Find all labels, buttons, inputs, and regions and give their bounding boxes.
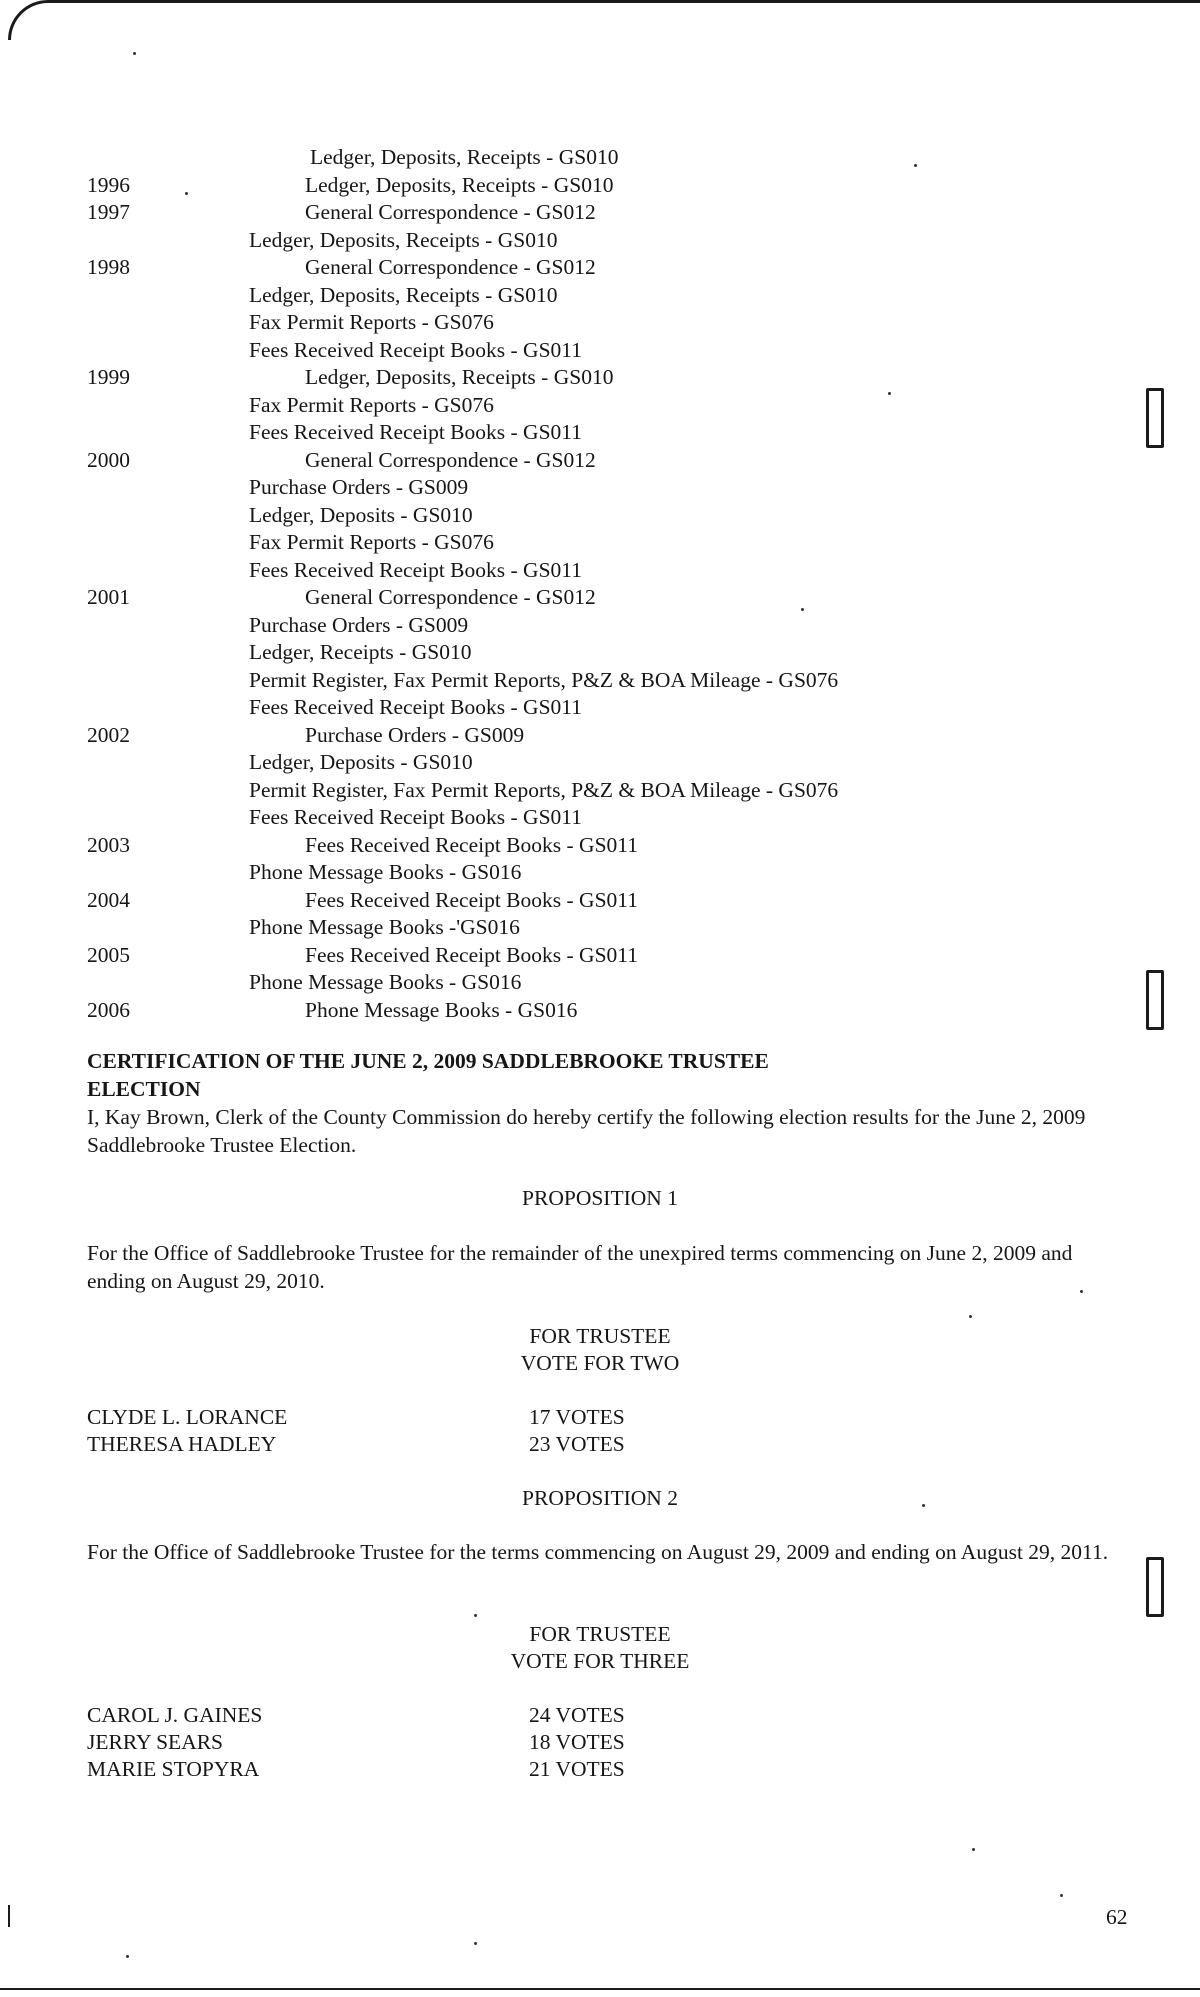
record-row: [87, 914, 1047, 942]
record-row: [87, 832, 1047, 860]
record-row: [87, 969, 1047, 997]
record-row: [87, 364, 1047, 392]
record-row: [87, 722, 1047, 750]
candidate-votes: 21 VOTES: [529, 1757, 625, 1781]
record-entry: Permit Register, Fax Permit Reports, P&Z & BOA Mileage - GS076: [249, 667, 839, 692]
record-entry: Fees Received Receipt Books - GS011: [249, 805, 582, 829]
proposition-title: PROPOSITION 2: [522, 1486, 678, 1510]
record-row: [87, 639, 1047, 667]
scan-speck: [126, 1955, 129, 1958]
record-entry: Fees Received Receipt Books - GS011: [249, 337, 582, 362]
record-entry: Fees Received Receipt Books - GS011: [249, 695, 582, 719]
record-entry: Ledger, Receipts - GS010: [249, 640, 472, 664]
record-entry: General Correspondence - GS012: [305, 585, 596, 609]
record-entry: Ledger, Deposits - GS010: [249, 750, 473, 774]
record-row: [87, 584, 1047, 612]
record-entry: Fees Received Receipt Books - GS011: [249, 557, 582, 582]
binder-hole-marker: [1146, 388, 1164, 448]
record-entry: Purchase Orders - GS009: [249, 475, 469, 499]
record-entry: Phone Message Books - GS016: [249, 970, 522, 994]
proposition-title: PROPOSITION 1: [522, 1186, 678, 1210]
record-row: [87, 777, 1047, 805]
scan-speck: [969, 1315, 972, 1318]
record-entry: Ledger, Deposits, Receipts - GS010: [249, 282, 558, 307]
certification-heading: [87, 1048, 1087, 1103]
candidate-votes: 18 VOTES: [529, 1730, 625, 1754]
record-entry: Fax Permit Reports - GS076: [249, 310, 494, 334]
candidate-name: MARIE STOPYRA: [87, 1757, 260, 1781]
record-row: [87, 502, 1047, 530]
record-year: 2006: [87, 997, 130, 1022]
record-year: 1997: [87, 200, 130, 224]
scan-speck: [133, 52, 136, 55]
record-year: 2000: [87, 447, 130, 472]
record-year: 2005: [87, 942, 130, 967]
certification-intro: I, Kay Brown, Clerk of the County Commission do hereby certify the following election results for the June 2, 2009 Saddlebrooke Trustee Election.: [87, 1105, 1086, 1157]
record-row: [87, 199, 1047, 227]
scan-speck: [474, 1614, 477, 1617]
record-entry: Ledger, Deposits, Receipts - GS010: [310, 145, 619, 169]
proposition-description: For the Office of Saddlebrooke Trustee for the terms commencing on August 29, 2009 and ending on August 29, 2011.: [87, 1540, 1109, 1564]
candidate-row: [87, 1702, 787, 1730]
record-year: 2003: [87, 832, 130, 857]
record-row: [87, 337, 1047, 365]
vote-instruction: VOTE FOR TWO: [520, 1351, 680, 1375]
record-entry: Purchase Orders - GS009: [305, 722, 525, 747]
scan-speck: [474, 1942, 477, 1945]
record-year: 2002: [87, 722, 130, 747]
record-entry: Permit Register, Fax Permit Reports, P&Z & BOA Mileage - GS076: [249, 777, 839, 802]
record-entry: Ledger, Deposits - GS010: [249, 502, 473, 527]
candidate-row: [87, 1404, 787, 1432]
record-entry: Fees Received Receipt Books - GS011: [249, 420, 582, 444]
record-row: [87, 309, 1047, 337]
record-row: [87, 419, 1047, 447]
record-entry: Fees Received Receipt Books - GS011: [305, 887, 638, 912]
records-schedule-list: [87, 144, 1047, 1024]
candidate-name: THERESA HADLEY: [87, 1432, 277, 1456]
scan-page-edge-bottom: [0, 1988, 1200, 1990]
record-entry: Ledger, Deposits, Receipts - GS010: [305, 365, 614, 389]
record-entry: General Correspondence - GS012: [305, 447, 596, 472]
record-row: [87, 804, 1047, 832]
candidate-row: [87, 1756, 787, 1784]
page-number: 62: [1106, 1905, 1128, 1929]
record-year: 2004: [87, 887, 130, 912]
record-row: [87, 667, 1047, 695]
candidate-name: JERRY SEARS: [87, 1730, 224, 1754]
record-entry: General Correspondence - GS012: [305, 200, 596, 224]
certification-heading-line: ELECTION: [87, 1076, 201, 1101]
record-year: 2001: [87, 585, 130, 609]
record-row: [87, 942, 1047, 970]
record-entry: Purchase Orders - GS009: [249, 612, 469, 637]
record-row: [87, 694, 1047, 722]
scan-mark: [8, 1905, 10, 1927]
candidate-votes: 23 VOTES: [529, 1432, 625, 1456]
binder-hole-marker: [1146, 970, 1164, 1030]
scan-page-edge-top: [8, 0, 1200, 40]
record-entry: General Correspondence - GS012: [305, 255, 596, 279]
record-row: [87, 254, 1047, 282]
candidate-votes: 24 VOTES: [529, 1703, 625, 1727]
candidate-votes: 17 VOTES: [529, 1405, 625, 1429]
record-row: [87, 997, 1047, 1025]
record-entry: Phone Message Books -'GS016: [249, 915, 520, 939]
certification-heading-line: CERTIFICATION OF THE JUNE 2, 2009 SADDLEBROOKE TRUSTEE: [87, 1049, 769, 1073]
record-row: [87, 529, 1047, 557]
scan-speck: [1060, 1894, 1063, 1897]
record-year: 1998: [87, 255, 130, 279]
record-row: [87, 612, 1047, 640]
record-entry: Fees Received Receipt Books - GS011: [305, 832, 638, 857]
vote-instruction: VOTE FOR THREE: [510, 1649, 690, 1673]
candidate-name: CAROL J. GAINES: [87, 1703, 263, 1727]
record-row: [87, 227, 1047, 255]
record-entry: Fax Permit Reports - GS076: [249, 530, 494, 554]
record-row: [87, 447, 1047, 475]
record-row: [87, 474, 1047, 502]
scan-speck: [972, 1848, 975, 1851]
record-row: [87, 887, 1047, 915]
record-row: [87, 557, 1047, 585]
record-row: [87, 392, 1047, 420]
record-entry: Phone Message Books - GS016: [249, 860, 522, 884]
record-row: [87, 172, 1047, 200]
record-entry: Fees Received Receipt Books - GS011: [305, 942, 638, 967]
binder-hole-marker: [1146, 1557, 1164, 1617]
proposition-description: For the Office of Saddlebrooke Trustee for the remainder of the unexpired terms commencing on June 2, 2009 and ending on August 29, 2010.: [87, 1241, 1073, 1293]
office-label: FOR TRUSTEE: [529, 1324, 671, 1348]
record-row: [87, 859, 1047, 887]
office-label: FOR TRUSTEE: [529, 1622, 671, 1646]
record-row: [87, 144, 1047, 172]
record-row: [87, 282, 1047, 310]
candidate-row: [87, 1431, 787, 1459]
record-entry: Phone Message Books - GS016: [305, 997, 578, 1022]
record-row: [87, 749, 1047, 777]
record-year: 1996: [87, 172, 130, 197]
record-entry: Fax Permit Reports - GS076: [249, 392, 494, 417]
record-entry: Ledger, Deposits, Receipts - GS010: [305, 172, 614, 197]
record-year: 1999: [87, 365, 130, 389]
candidate-row: [87, 1729, 787, 1757]
record-entry: Ledger, Deposits, Receipts - GS010: [249, 227, 558, 252]
candidate-name: CLYDE L. LORANCE: [87, 1405, 288, 1429]
